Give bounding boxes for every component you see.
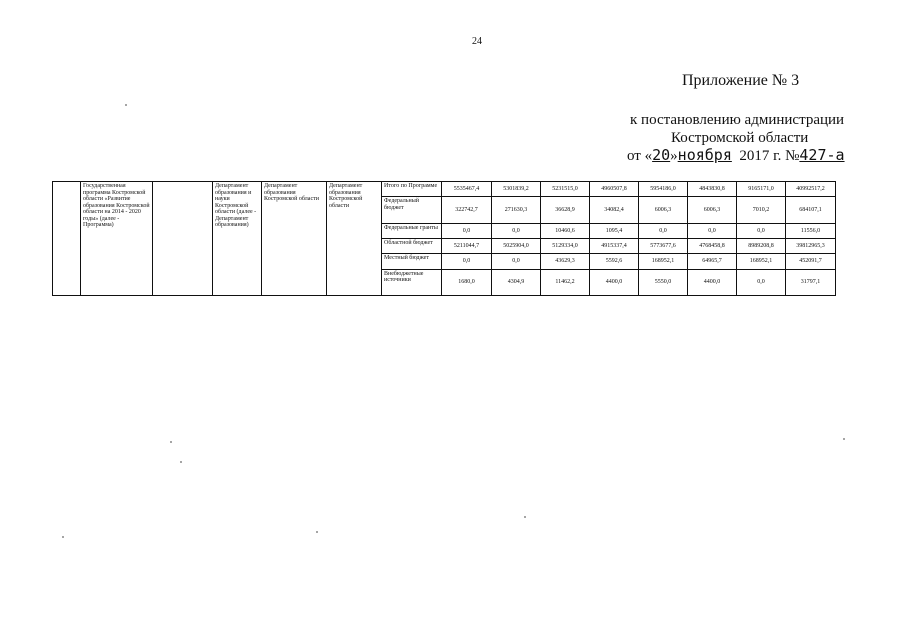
value-cell: 10460,6 [541,223,590,238]
value-cell: 5535467,4 [442,182,492,197]
decree-line-2: Костромской области [671,130,809,146]
value-cell: 4843830,8 [688,182,737,197]
appendix-title: Приложение № 3 [682,72,800,89]
value-cell: 168952,1 [737,254,786,269]
value-cell: 40992517,2 [786,182,836,197]
value-cell: 0,0 [492,223,541,238]
scan-speck [180,461,182,463]
value-cell: 6006,3 [688,197,737,223]
value-cell: 0,0 [442,223,492,238]
scan-speck [843,438,845,440]
executor-cell: Департамент образования и науки Костромской области (далее - Департамент образования) [213,182,262,296]
value-cell: 1095,4 [590,223,639,238]
value-cell: 36628,9 [541,197,590,223]
value-cell: 39812965,3 [786,238,836,253]
value-cell: 11462,2 [541,269,590,295]
value-cell: 5231515,0 [541,182,590,197]
scan-speck [170,441,172,443]
value-cell: 4960507,8 [590,182,639,197]
value-cell: 5211044,7 [442,238,492,253]
decree-number: 427-а [799,146,845,164]
value-cell: 6006,3 [639,197,688,223]
program-cell: Государственная программа Костромской области «Развитие образования Костромской области на 2014 - 2020 годы» (далее - Программа) [81,182,153,296]
value-cell: 5301839,2 [492,182,541,197]
scan-speck [316,531,318,533]
scan-speck [62,536,64,538]
value-cell: 4400,0 [590,269,639,295]
value-cell: 34082,4 [590,197,639,223]
value-cell: 0,0 [737,223,786,238]
blank-cell [53,182,81,296]
value-cell: 64965,7 [688,254,737,269]
value-cell: 0,0 [442,254,492,269]
funding-source-cell: Местный бюджет [382,254,442,269]
value-cell: 43629,3 [541,254,590,269]
value-cell: 9165171,0 [737,182,786,197]
date-year: 2017 г. № [739,148,800,164]
funding-source-cell: Федеральный бюджет [382,197,442,223]
scan-speck [125,104,127,106]
value-cell: 7010,2 [737,197,786,223]
value-cell: 5550,0 [639,269,688,295]
funding-source-cell: Федеральные гранты [382,223,442,238]
blank-cell [153,182,213,296]
funding-source-cell: Областной бюджет [382,238,442,253]
value-cell: 322742,7 [442,197,492,223]
value-cell: 5129334,0 [541,238,590,253]
funding-source-cell: Итого по Программе [382,182,442,197]
value-cell: 5592,6 [590,254,639,269]
value-cell: 5025904,0 [492,238,541,253]
value-cell: 0,0 [492,254,541,269]
value-cell: 271630,3 [492,197,541,223]
page-number: 24 [472,36,482,47]
value-cell: 0,0 [639,223,688,238]
value-cell: 4915337,4 [590,238,639,253]
table-row [53,182,836,197]
coexecutor-cell: Департамент образования Костромской области [262,182,327,296]
value-cell: 5773677,6 [639,238,688,253]
value-cell: 1680,0 [442,269,492,295]
participant-cell: Департамент образования Костромской области [327,182,382,296]
funding-source-cell: Внебюджетные источники [382,269,442,295]
value-cell: 4400,0 [688,269,737,295]
scan-speck [524,516,526,518]
value-cell: 31797,1 [786,269,836,295]
funding-table [52,181,836,296]
date-day: 20 [652,146,671,164]
date-prefix: от « [627,148,653,164]
value-cell: 0,0 [737,269,786,295]
value-cell: 168952,1 [639,254,688,269]
date-separator: » [670,148,678,164]
value-cell: 0,0 [688,223,737,238]
date-month: ноября [677,146,732,164]
decree-date-line [627,146,845,165]
value-cell: 452091,7 [786,254,836,269]
value-cell: 4768458,8 [688,238,737,253]
decree-line-1: к постановлению администрации [630,112,845,128]
value-cell: 4304,9 [492,269,541,295]
value-cell: 5954186,0 [639,182,688,197]
value-cell: 684107,1 [786,197,836,223]
value-cell: 8989208,8 [737,238,786,253]
funding-table-wrapper [52,181,833,296]
value-cell: 11556,0 [786,223,836,238]
